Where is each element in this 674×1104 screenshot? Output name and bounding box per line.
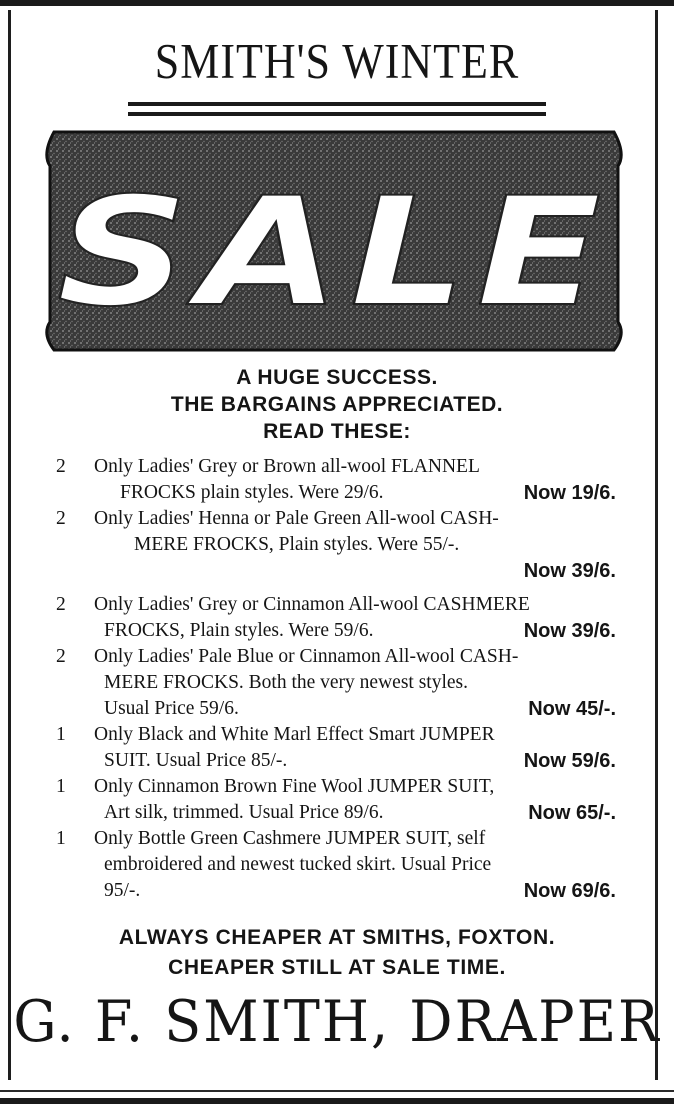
- item-quantity: 1: [56, 776, 66, 797]
- item-quantity: 2: [56, 456, 66, 477]
- item-quantity: 2: [56, 594, 66, 615]
- list-item: [56, 454, 616, 506]
- item-price: Now 39/6.: [523, 620, 616, 642]
- headline-rule-top: [128, 102, 546, 106]
- item-description-line: Only Ladies' Henna or Pale Green All-wool CASH-: [94, 508, 499, 529]
- item-price: Now 39/6.: [523, 560, 616, 582]
- subhead-read: READ THESE:: [263, 420, 411, 443]
- item-description-line: FROCKS plain styles. Were 29/6.: [120, 482, 384, 503]
- item-description-line: SUIT. Usual Price 85/-.: [104, 750, 288, 771]
- subhead-bargains: THE BARGAINS APPRECIATED.: [170, 393, 504, 416]
- item-description-line: MERE FROCKS. Both the very newest styles.: [104, 672, 468, 693]
- ad-headline: SMITH'S WINTER: [154, 34, 520, 89]
- item-description-line: 95/-.: [104, 880, 141, 901]
- sale-banner-graphic: [14, 126, 654, 356]
- item-description-line: Art silk, trimmed. Usual Price 89/6.: [104, 802, 384, 823]
- item-description-line: Usual Price 59/6.: [104, 698, 239, 719]
- item-description-line: Only Cinnamon Brown Fine Wool JUMPER SUIT,: [94, 776, 495, 797]
- list-item: [56, 506, 616, 584]
- item-description-line: FROCKS, Plain styles. Were 59/6.: [104, 620, 374, 641]
- item-quantity: 1: [56, 828, 66, 849]
- bottom-border-rule: [0, 1098, 674, 1104]
- item-description-line: Only Ladies' Grey or Brown all-wool FLANNEL: [94, 456, 480, 477]
- item-price: Now 65/-.: [528, 802, 616, 824]
- subhead-success: A HUGE SUCCESS.: [236, 366, 438, 389]
- list-item: [56, 644, 616, 722]
- list-item: [56, 722, 616, 774]
- headline-rule-bottom: [128, 112, 546, 116]
- item-description-line: Only Ladies' Grey or Cinnamon All-wool CASHMERE: [94, 594, 530, 615]
- item-price: Now 19/6.: [523, 482, 616, 504]
- item-price: Now 69/6.: [523, 880, 616, 902]
- sale-word: SALE: [56, 165, 612, 340]
- item-quantity: 2: [56, 646, 66, 667]
- item-description-line: MERE FROCKS, Plain styles. Were 55/-.: [134, 534, 460, 555]
- list-item: [56, 592, 616, 644]
- item-price: Now 59/6.: [523, 750, 616, 772]
- draper-signature: G. F. SMITH, DRAPER: [13, 988, 661, 1055]
- item-quantity: 1: [56, 724, 66, 745]
- bargain-list: [56, 454, 616, 904]
- top-border-rule: [0, 0, 674, 6]
- item-description-line: embroidered and newest tucked skirt. Usual Price: [104, 854, 492, 875]
- list-item: [56, 826, 616, 904]
- sale-banner: [14, 126, 654, 356]
- item-description-line: Only Black and White Marl Effect Smart JUMPER: [94, 724, 495, 745]
- closing-line-cheaper: ALWAYS CHEAPER AT SMITHS, FOXTON.: [118, 926, 556, 949]
- bottom-border-rule-thin: [0, 1090, 674, 1092]
- item-description-line: Only Ladies' Pale Blue or Cinnamon All-wool CASH-: [94, 646, 519, 667]
- item-quantity: 2: [56, 508, 66, 529]
- item-price: Now 45/-.: [528, 698, 616, 720]
- item-description-line: Only Bottle Green Cashmere JUMPER SUIT, self: [94, 828, 486, 849]
- list-item: [56, 774, 616, 826]
- closing-line-sale-time: CHEAPER STILL AT SALE TIME.: [168, 956, 506, 979]
